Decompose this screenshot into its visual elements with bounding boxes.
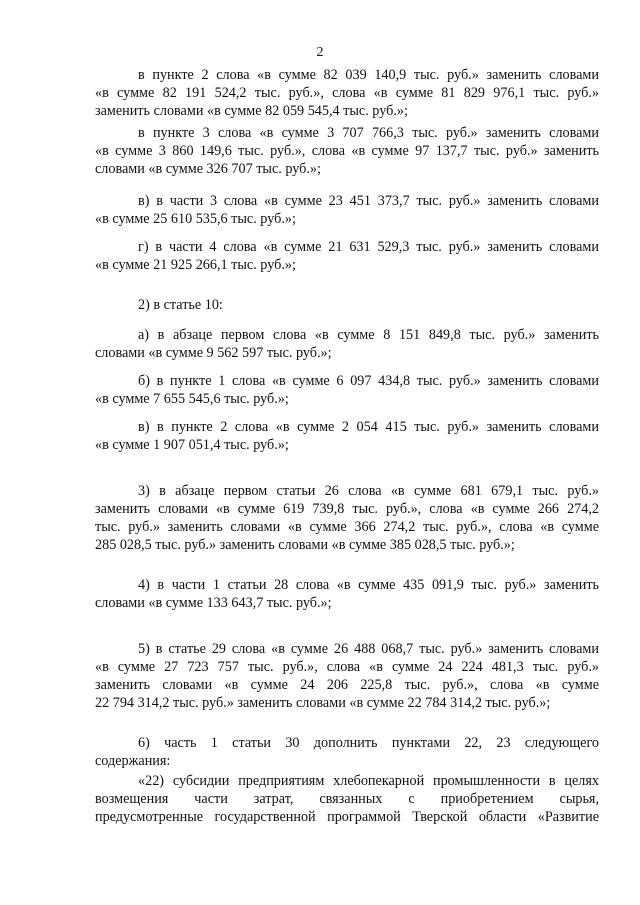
paragraph xyxy=(95,576,599,612)
text-line: «в сумме 25 610 535,6 тыс. руб.»; xyxy=(95,211,296,227)
text-line: 2) в статье 10: xyxy=(138,297,223,313)
text-line: «в сумме 7 655 545,6 тыс. руб.»; xyxy=(95,391,289,407)
paragraph xyxy=(95,772,599,826)
paragraph xyxy=(95,238,599,274)
text-line: «22) субсидии предприятиям хлебопекарной промышленности в целях xyxy=(138,773,599,789)
text-line: 4) в части 1 статьи 28 слова «в сумме 435 091,9 тыс. руб.» заменить xyxy=(138,577,599,593)
text-line: в) в пункте 2 слова «в сумме 2 054 415 тыс. руб.» заменить словами xyxy=(138,419,599,435)
paragraph xyxy=(95,66,599,120)
page-number: 2 xyxy=(316,45,324,60)
text-line: предусмотренные государственной программой Тверской области «Развитие xyxy=(95,809,599,825)
text-line: содержания: xyxy=(95,753,171,769)
text-line: тыс. руб.» заменить словами «в сумме 366 274,2 тыс. руб.», слова «в сумме xyxy=(95,519,599,535)
paragraph xyxy=(95,640,599,712)
paragraph xyxy=(95,372,599,408)
text-line: «в сумме 82 191 524,2 тыс. руб.», слова «в сумме 81 829 976,1 тыс. руб.» xyxy=(95,85,599,101)
text-line: в) в части 3 слова «в сумме 23 451 373,7 тыс. руб.» заменить словами xyxy=(138,193,599,209)
text-line: заменить словами «в сумме 619 739,8 тыс. руб.», слова «в сумме 266 274,2 xyxy=(95,501,599,517)
text-line: «в сумме 3 860 149,6 тыс. руб.», слова «в сумме 97 137,7 тыс. руб.» заменить xyxy=(95,143,599,159)
paragraph xyxy=(95,296,599,314)
text-line: словами «в сумме 9 562 597 тыс. руб.»; xyxy=(95,345,332,361)
text-line: словами «в сумме 326 707 тыс. руб.»; xyxy=(95,161,321,177)
text-line: 285 028,5 тыс. руб.» заменить словами «в сумме 385 028,5 тыс. руб.»; xyxy=(95,537,515,553)
text-line: б) в пункте 1 слова «в сумме 6 097 434,8 тыс. руб.» заменить словами xyxy=(138,373,599,389)
text-line: заменить словами «в сумме 82 059 545,4 тыс. руб.»; xyxy=(95,103,408,119)
paragraph xyxy=(95,192,599,228)
text-line: 3) в абзаце первом статьи 26 слова «в сумме 681 679,1 тыс. руб.» xyxy=(138,483,599,499)
text-line: 5) в статье 29 слова «в сумме 26 488 068,7 тыс. руб.» заменить словами xyxy=(138,641,599,657)
text-line: возмещения части затрат, связанных с приобретением сырья, xyxy=(95,791,599,807)
paragraph xyxy=(95,482,599,554)
text-line: 22 794 314,2 тыс. руб.» заменить словами «в сумме 22 784 314,2 тыс. руб.»; xyxy=(95,695,551,711)
paragraph xyxy=(95,734,599,770)
text-line: «в сумме 1 907 051,4 тыс. руб.»; xyxy=(95,437,289,453)
text-line: г) в части 4 слова «в сумме 21 631 529,3 тыс. руб.» заменить словами xyxy=(138,239,599,255)
paragraph xyxy=(95,418,599,454)
text-line: словами «в сумме 133 643,7 тыс. руб.»; xyxy=(95,595,332,611)
text-line: в пункте 2 слова «в сумме 82 039 140,9 тыс. руб.» заменить словами xyxy=(138,67,599,83)
paragraph xyxy=(95,124,599,178)
text-line: 6) часть 1 статьи 30 дополнить пунктами 22, 23 следующего xyxy=(138,735,599,751)
text-line: «в сумме 21 925 266,1 тыс. руб.»; xyxy=(95,257,296,273)
text-line: в пункте 3 слова «в сумме 3 707 766,3 тыс. руб.» заменить словами xyxy=(138,125,599,141)
text-line: заменить словами «в сумме 24 206 225,8 тыс. руб.», слова «в сумме xyxy=(95,677,599,693)
text-line: а) в абзаце первом слова «в сумме 8 151 849,8 тыс. руб.» заменить xyxy=(138,327,599,343)
paragraph xyxy=(95,326,599,362)
text-line: «в сумме 27 723 757 тыс. руб.», слова «в сумме 24 224 481,3 тыс. руб.» xyxy=(95,659,599,675)
